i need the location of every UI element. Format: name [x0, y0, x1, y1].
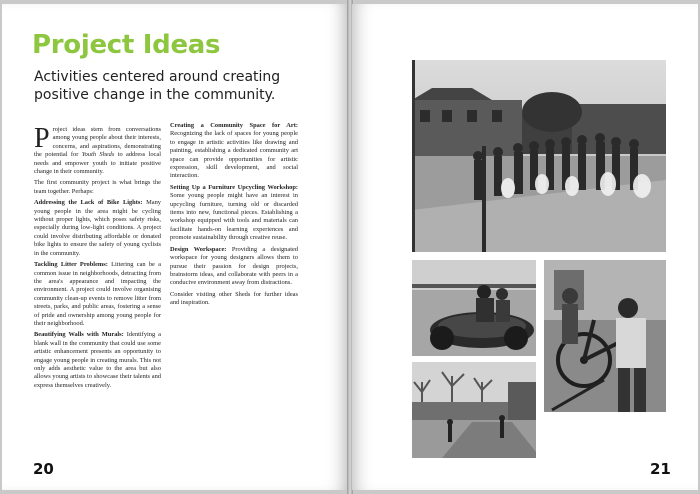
intro-paragraph: Project ideas stem from conversations among young people about their interests, concerns, and aspirations, demonstrating the potential for Youth Sheds to address local needs and empower youth to initiate positive change in their community.	[34, 123, 161, 176]
text-column-right	[170, 122, 298, 311]
right-page	[352, 4, 698, 490]
art-space-paragraph: Creating a Community Space for Art: Recognizing the lack of spaces for young people to engage in artistic activities like drawing and painting, establishing a dedicated community art space can provide opportunities for artistic expression, skill development, and social interaction.	[170, 122, 298, 180]
left-page	[2, 4, 348, 490]
kart-building-photo	[412, 260, 536, 356]
page-number-left: 20	[33, 460, 54, 478]
murals-paragraph: Beautifying Walls with Murals: Identifying a blank wall in the community that could use some artistic enhancement presents an opportunity to engage young people in creating murals. This not only adds aesthetic value to the area but also allows young artists to showcase their talents and express themselves creatively.	[34, 331, 161, 389]
closing-paragraph: Consider visiting other Sheds for further ideas and inspiration.	[170, 290, 298, 307]
page-subtitle: Activities centered around creating positive change in the community.	[34, 69, 281, 103]
litter-pick-group-photo	[412, 60, 666, 252]
bike-lights-paragraph: Addressing the Lack of Bike Lights: Many young people in the area might be cycling without proper lights, which poses safety risks, especially during low-light conditions. A project could involve distributing affordable or donated bike lights to ensure the safety of young cyclists in the community.	[34, 199, 162, 257]
first-project-paragraph: The first community project is what brings the team together. Perhaps:	[34, 179, 161, 195]
furniture-paragraph: Setting Up a Furniture Upcycling Workshop: Some young people might have an interest in upcycling furniture, turning old or discarded items into new, functional pieces. Establishing a workshop equipped with tools and materials can facilitate hands-on learning experiences and promote sustainability through creative reuse.	[170, 183, 298, 242]
litter-paragraph: Tackling Litter Problems: Littering can be a common issue in neighborhoods, detracting from the area's appearance and impacting the environment. A project could involve organising community clean-up events to remove litter from streets, parks, and public areas, fostering a sense of pride and ownership among young people for their neighborhood.	[34, 261, 161, 327]
drop-cap: P	[34, 123, 50, 154]
ball-court-photo	[412, 362, 536, 458]
text-column-left	[34, 123, 162, 393]
design-paragraph: Design Workspace: Providing a designated workspace for young designers allows them to pursue their passion for design projects, brainstorm ideas, and collaborate with peers in a conducive environment away from distractions.	[170, 245, 299, 287]
page-number-right: 21	[650, 460, 671, 478]
page-title: Project Ideas	[32, 30, 221, 60]
bike-repair-photo	[544, 260, 666, 412]
